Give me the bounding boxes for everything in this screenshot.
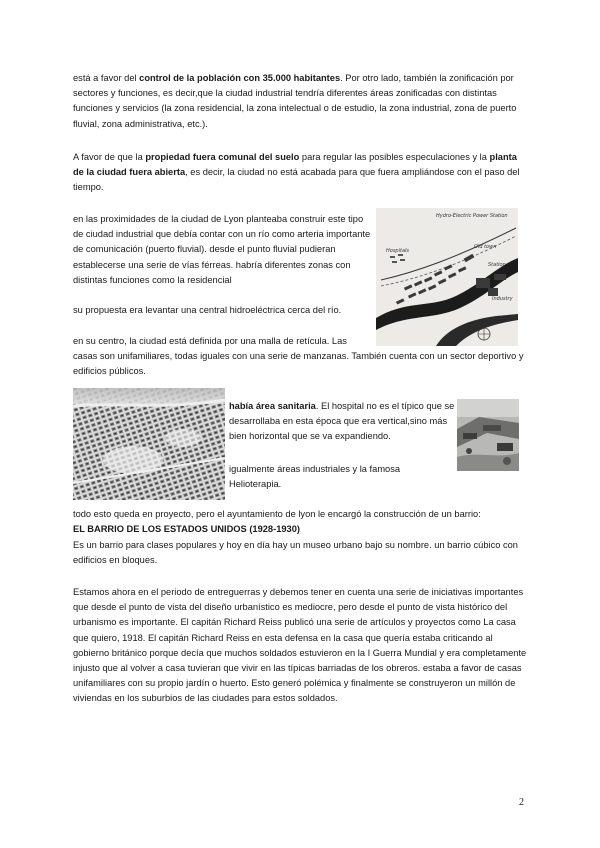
- hospital-photo-image: [457, 399, 519, 471]
- paragraph-grid-center-a: en su centro, la ciudad está definida por una malla de retícula. Las: [73, 336, 347, 346]
- map-label-industry: Industry: [492, 296, 513, 302]
- paragraph-project: todo esto queda en proyecto, pero el ayuntamiento de lyon le encargó la construcción de un barrio:: [73, 509, 481, 519]
- bold-communal-land: propiedad fuera comunal del suelo: [145, 152, 300, 162]
- city-plan-map-drawing: [376, 208, 518, 346]
- paragraph-population: está a favor del control de la población con 35.000 habitantes. Por otro lado, también la zonificación por sectores y funciones, es decir,que la ciudad industrial tendría diferentes áreas zonificadas con distintas funciones y servicios (la zona residencial, la zona intelectual o de estudio, la zona industrial, zona de puerto fluvial, zona administrativa, etc.).: [73, 73, 517, 129]
- hospital-photo-drawing: [457, 399, 519, 471]
- map-label-station: Station: [488, 262, 506, 268]
- paragraph-lyon: en las proximidades de la ciudad de Lyon planteaba construir este tipo de ciudad industrial que debía contar con un río como arteria importante de comunicación (puerto fluvial). desde el punto fluvial pudieran establecerse una serie de vías férreas. habría diferentes zonas con distintas funciones como la residencial: [73, 214, 371, 285]
- paragraph-entreguerras: Estamos ahora en el periodo de entreguerras y debemos tener en cuenta una serie de iniciativas importantes que desde el punto de vista del diseño urbanístico es mediocre, pero desde el punto de vista histórico del urbanismo es importante. El capitán Richard Reiss publicó una serie de artículos y proyectos como La casa que quiero, 1918. El capitán Richard Reiss en esta defensa en la casa que quería estaba criticando al gobierno británico porque decía que muchos soldados estuvieron en la I Guerra Mundial y era completamente injusto que al volver a casa tuvieran que vivir en las típicas barriadas de los obreros. estaba a favor de casas unifamiliares con su propio jardín o huerto. Esto generó polémica y finalmente se construyeron un millón de viviendas en los suburbios de las ciudades para estos soldados.: [73, 587, 527, 704]
- paragraph-power-station: su propuesta era levantar una central hidroeléctrica cerca del río.: [73, 305, 342, 315]
- map-label-old-town: Old town: [474, 244, 497, 250]
- bold-open-plan: planta de la ciudad fuera abierta: [73, 152, 517, 178]
- paragraph-barrio: Es un barrio para clases populares y hoy en día hay un museo urbano bajo su nombre. un barrio cúbico con edificios en bloques.: [73, 540, 518, 566]
- map-label-power-station: Hydro-Electric Power Station: [436, 213, 508, 219]
- paragraph-land-ownership: A favor de que la propiedad fuera comunal del suelo para regular las posibles especulaciones y la planta de la ciudad fuera abierta, es decir, la ciudad no está acabada para que fuera ampliándose con el paso del tiempo.: [73, 152, 520, 193]
- city-plan-map-image: [376, 208, 518, 346]
- bold-sanitary-area: había área sanitaria: [229, 401, 316, 411]
- aerial-view-drawing: [73, 388, 225, 500]
- paragraph-sanitary-area: había área sanitaria. El hospital no es el típico que se desarrollaba en esta época que era vertical,sino más bien horizontal que se va expandiendo.: [229, 401, 455, 442]
- bold-population-control: control de la población con 35.000 habitantes: [139, 73, 341, 83]
- page-number: 2: [519, 797, 524, 808]
- paragraph-grid-center-b: casas son unifamiliares, todas iguales con una serie de manzanas. También cuenta con un sector deportivo y edificios públicos.: [73, 351, 524, 377]
- section-heading-estados-unidos: EL BARRIO DE LOS ESTADOS UNIDOS (1928-1930): [73, 524, 300, 534]
- paragraph-heliotherapy: igualmente áreas industriales y la famosa Helioterapia.: [229, 464, 401, 490]
- map-label-hospitals: Hospitals: [386, 248, 410, 254]
- aerial-view-image: [73, 388, 225, 500]
